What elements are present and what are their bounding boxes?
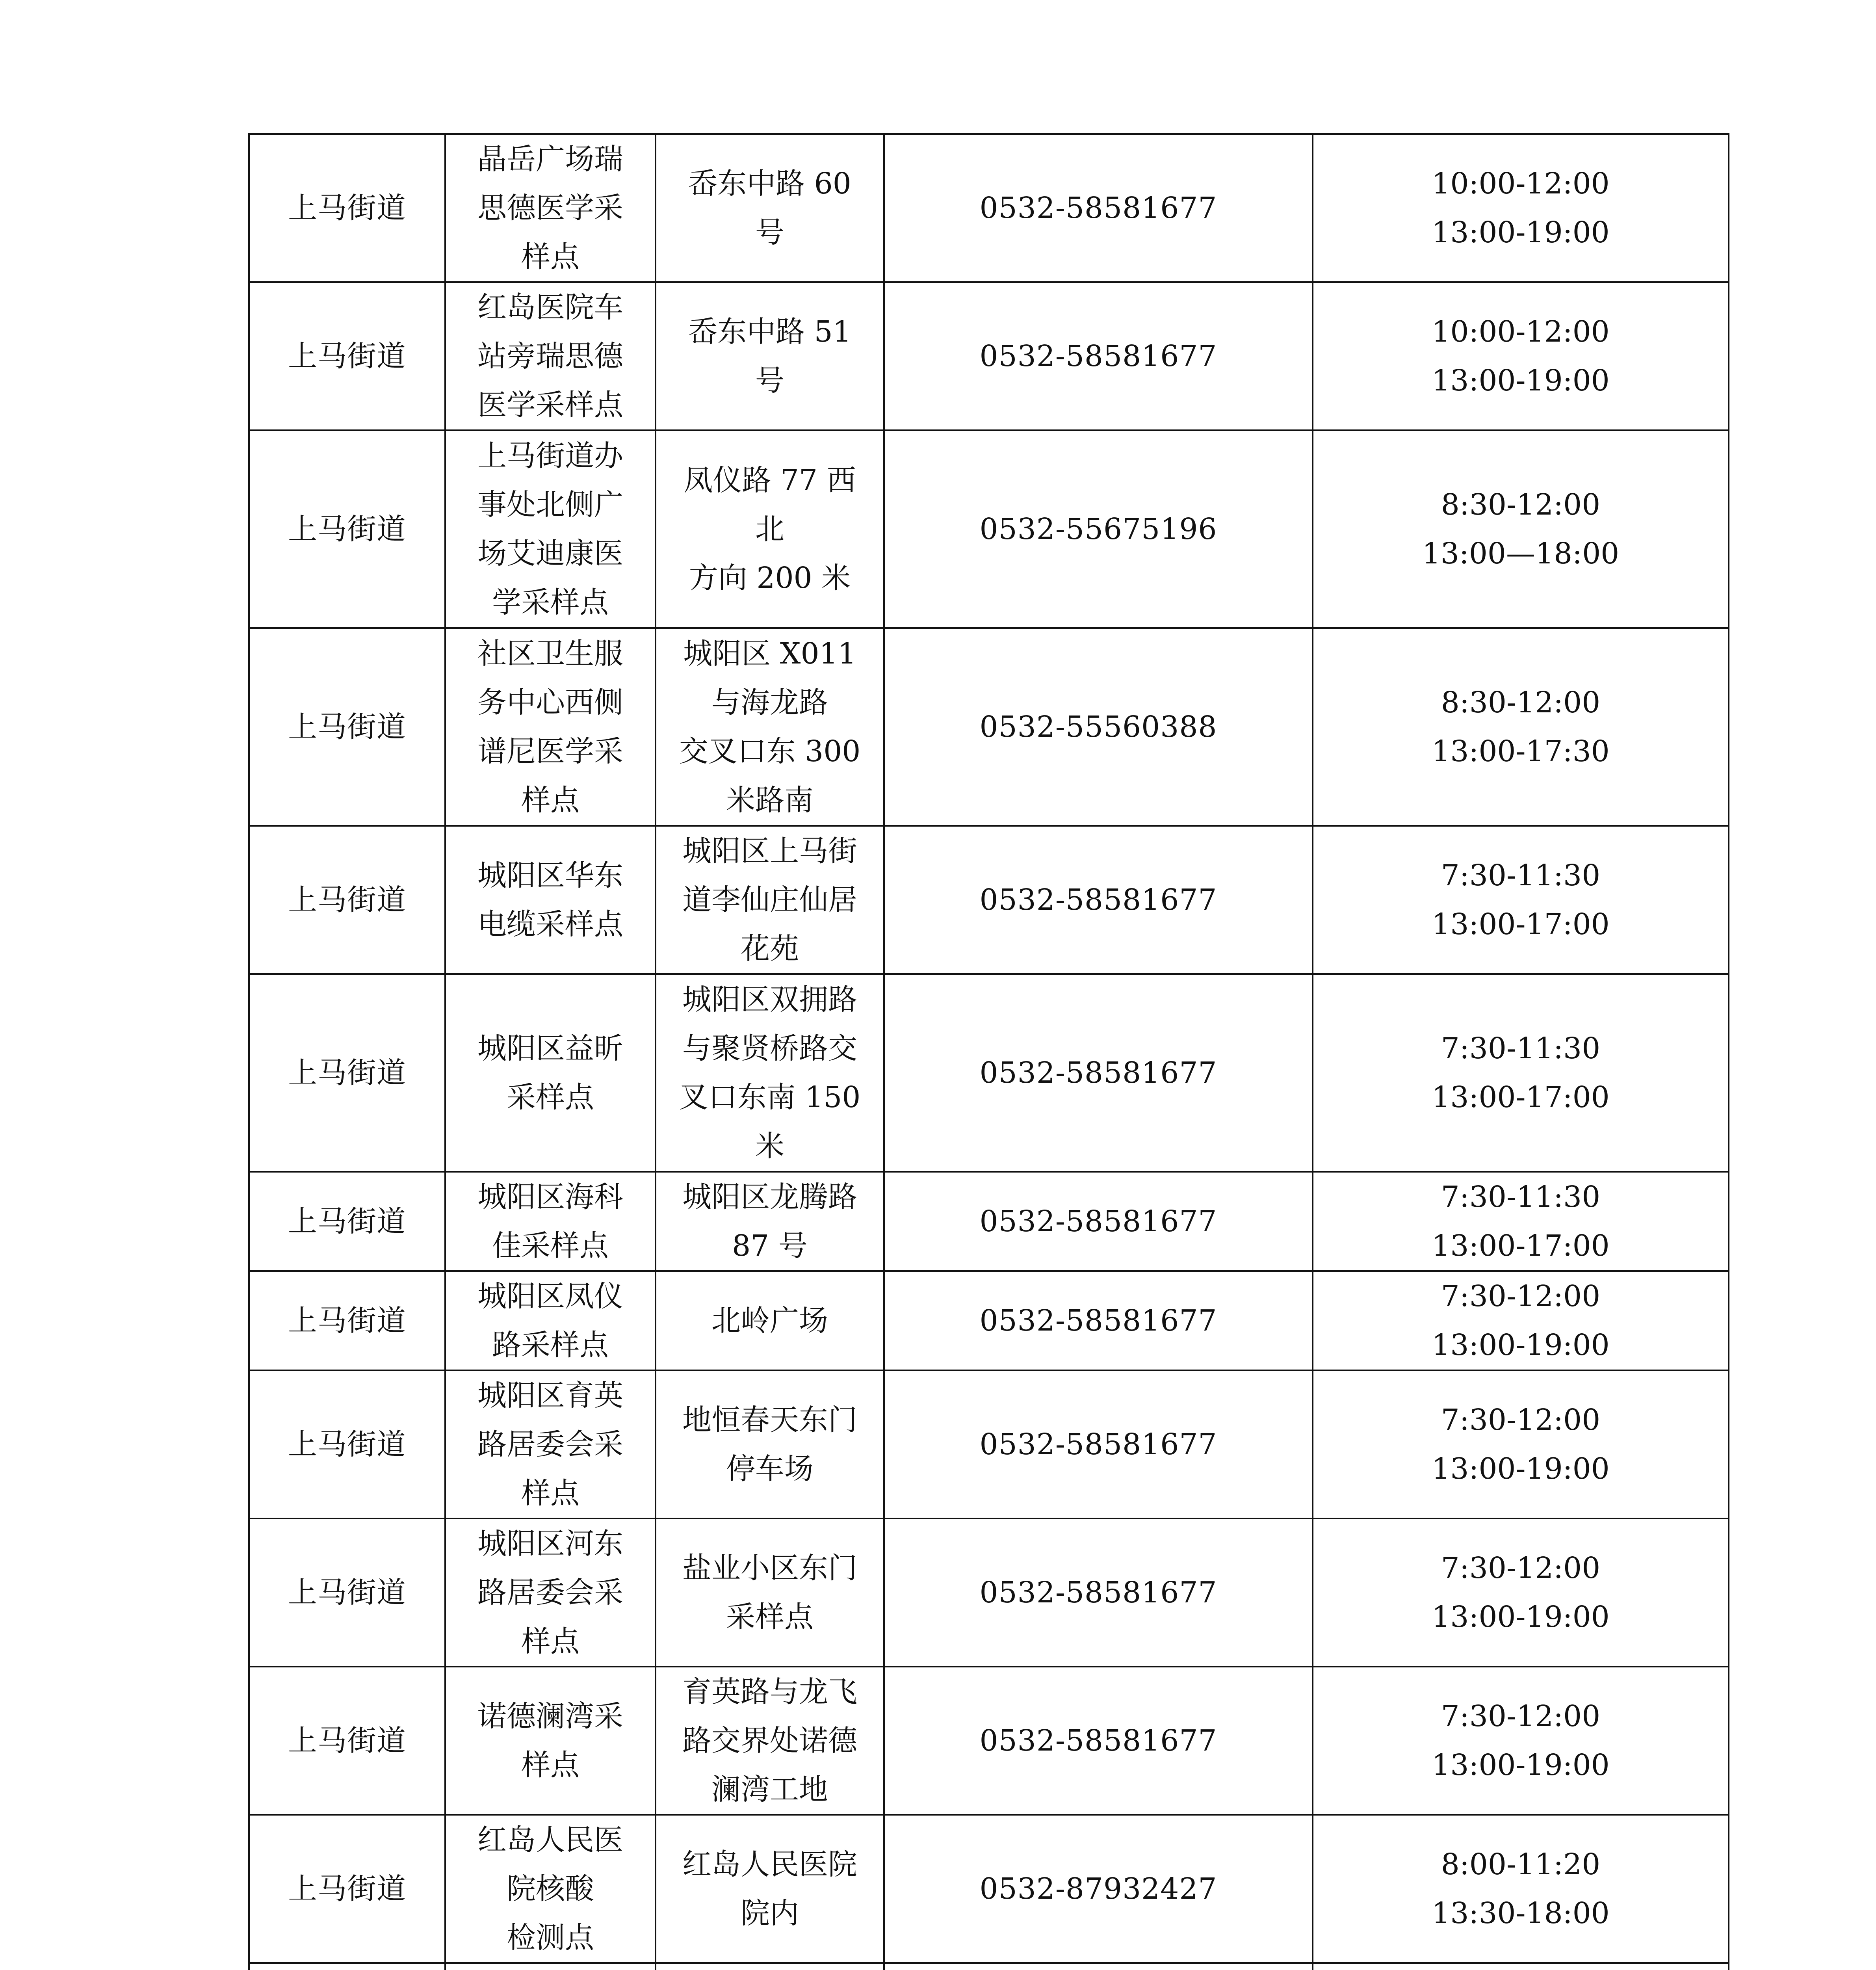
address-cell-line: 与聚贤桥路交	[682, 1031, 857, 1065]
street-cell	[249, 1667, 445, 1815]
site-name-cell-line: 晶岳广场瑞	[477, 142, 623, 176]
site-name-cell-line: 路采样点	[492, 1328, 609, 1362]
table-row	[249, 826, 1729, 974]
hours-cell-line: 13:00-17:00	[1432, 1080, 1610, 1114]
site-name-cell-line: 城阳区海科	[477, 1180, 623, 1214]
site-name-cell-line: 检测点	[507, 1921, 594, 1955]
phone-cell-text: 0532-58581677	[979, 339, 1217, 373]
site-name-cell-line: 医学采样点	[477, 388, 623, 422]
address-cell-line: 澜湾工地	[711, 1773, 828, 1806]
address-cell-line: 岙东中路 60	[688, 167, 851, 201]
site-name-cell-line: 场艾迪康医	[477, 537, 623, 571]
address-cell-line: 北岭广场	[711, 1304, 828, 1338]
phone-cell	[884, 134, 1313, 282]
address-cell	[656, 628, 884, 826]
address-cell-line: 与海龙路	[711, 686, 828, 719]
hours-cell	[1313, 1963, 1729, 1970]
address-cell-line: 地恒春天东门	[682, 1403, 857, 1437]
address-cell-line: 城阳区双拥路	[682, 983, 857, 1017]
street-cell	[249, 826, 445, 974]
site-name-cell	[445, 1667, 656, 1815]
address-cell	[656, 1370, 884, 1518]
street-cell-text: 上马街道	[288, 1056, 406, 1090]
address-cell-line: 岙东中路 51	[688, 315, 851, 349]
hours-cell	[1313, 974, 1729, 1172]
table-row	[249, 974, 1729, 1172]
site-name-cell-line: 思德医学采	[477, 191, 623, 225]
site-name-cell	[445, 628, 656, 826]
site-name-cell-line: 城阳区凤仪	[477, 1279, 623, 1313]
hours-cell-line: 10:00-12:00	[1432, 167, 1610, 201]
site-name-cell	[445, 282, 656, 430]
table-row	[249, 1963, 1729, 1970]
phone-cell	[884, 1667, 1313, 1815]
hours-cell-line: 13:00-19:00	[1432, 1328, 1610, 1362]
hours-cell-line: 13:00—18:00	[1422, 537, 1620, 571]
hours-cell-line: 13:00-19:00	[1432, 216, 1610, 249]
address-cell-line: 城阳区上马街	[682, 834, 857, 868]
address-cell-line: 停车场	[726, 1452, 814, 1486]
site-name-cell-line: 红岛人民医	[477, 1823, 623, 1857]
hours-cell-line: 7:30-11:30	[1441, 859, 1601, 892]
address-cell-line: 号	[755, 216, 784, 249]
table-row	[249, 282, 1729, 430]
phone-cell	[884, 1172, 1313, 1271]
phone-cell	[884, 282, 1313, 430]
site-name-cell	[445, 1172, 656, 1271]
site-name-cell-line: 路居委会采	[477, 1427, 623, 1461]
hours-cell-line: 13:30-18:00	[1432, 1896, 1610, 1930]
phone-cell	[884, 1518, 1313, 1667]
hours-cell-line: 7:30-12:00	[1441, 1279, 1601, 1313]
site-name-cell-line: 佳采样点	[492, 1229, 609, 1263]
phone-cell	[884, 1271, 1313, 1370]
hours-cell-line: 8:00-11:20	[1441, 1847, 1601, 1881]
hours-cell	[1313, 1667, 1729, 1815]
address-cell-line: 北	[755, 512, 784, 546]
table-row	[249, 1172, 1729, 1271]
address-cell	[656, 1518, 884, 1667]
hours-cell-line: 13:00-17:00	[1432, 907, 1610, 941]
street-cell	[249, 1172, 445, 1271]
address-cell	[656, 282, 884, 430]
address-cell-line: 叉口东南 150	[679, 1080, 861, 1114]
site-name-cell-line: 城阳区河东	[477, 1527, 623, 1561]
address-cell	[656, 1667, 884, 1815]
hours-cell-line: 8:30-12:00	[1441, 488, 1601, 522]
street-cell-text: 上马街道	[288, 883, 406, 917]
table-row	[249, 1370, 1729, 1518]
street-cell	[249, 282, 445, 430]
hours-cell-line: 10:00-12:00	[1432, 315, 1610, 349]
site-name-cell	[445, 134, 656, 282]
street-cell	[249, 1815, 445, 1963]
address-cell	[656, 430, 884, 628]
hours-cell-line: 8:30-12:00	[1441, 686, 1601, 719]
street-cell-text: 上马街道	[288, 1724, 406, 1758]
street-cell	[249, 628, 445, 826]
site-name-cell-line: 样点	[521, 240, 580, 274]
street-cell-text: 上马街道	[288, 1427, 406, 1461]
address-cell	[656, 134, 884, 282]
table-row	[249, 628, 1729, 826]
hours-cell-line: 13:00-19:00	[1432, 1600, 1610, 1634]
site-name-cell-line: 城阳区益昕	[477, 1031, 623, 1065]
address-cell	[656, 1271, 884, 1370]
site-name-cell-line: 谱尼医学采	[477, 734, 623, 768]
site-name-cell-line: 电缆采样点	[477, 907, 623, 941]
hours-cell-line: 7:30-12:00	[1441, 1403, 1601, 1437]
phone-cell	[884, 1815, 1313, 1963]
hours-cell-line: 13:00-19:00	[1432, 1452, 1610, 1486]
site-name-cell-line: 样点	[521, 783, 580, 817]
address-cell-line: 城阳区 X011	[683, 637, 856, 671]
phone-cell	[884, 1370, 1313, 1518]
phone-cell-text: 0532-58581677	[979, 191, 1217, 225]
site-name-cell-line: 城阳区华东	[477, 859, 623, 892]
street-cell	[249, 1518, 445, 1667]
address-cell-line: 米路南	[726, 783, 814, 817]
table-row	[249, 1518, 1729, 1667]
site-name-cell	[445, 1963, 656, 1970]
street-cell-text: 上马街道	[288, 339, 406, 373]
site-name-cell	[445, 1271, 656, 1370]
address-cell-line: 花苑	[741, 932, 799, 966]
hours-cell-line: 13:00-17:30	[1432, 734, 1610, 768]
address-cell-line: 87 号	[732, 1229, 808, 1263]
address-cell-line: 方向 200 米	[689, 561, 851, 595]
site-name-cell-line: 样点	[521, 1748, 580, 1782]
phone-cell-text: 0532-58581677	[979, 1056, 1217, 1090]
site-name-cell	[445, 1370, 656, 1518]
table-row	[249, 430, 1729, 628]
site-name-cell-line	[453, 1964, 648, 1970]
address-cell-line: 城阳区龙腾路	[682, 1180, 857, 1214]
address-cell-line: 米	[755, 1129, 784, 1163]
address-cell	[656, 826, 884, 974]
table-body	[249, 134, 1729, 1970]
site-name-cell	[445, 974, 656, 1172]
site-name-cell	[445, 1815, 656, 1963]
phone-cell	[884, 826, 1313, 974]
address-cell-line: 采样点	[726, 1600, 814, 1634]
hours-cell-line: 7:30-11:30	[1441, 1180, 1601, 1214]
address-cell	[656, 1815, 884, 1963]
hours-cell	[1313, 1518, 1729, 1667]
hours-cell-line: 13:00-17:00	[1432, 1229, 1610, 1263]
hours-cell-line: 7:30-12:00	[1441, 1551, 1601, 1585]
address-cell-line: 红岛人民医院	[682, 1847, 857, 1881]
testing-sites-table	[248, 133, 1729, 1970]
site-name-cell	[445, 826, 656, 974]
street-cell-text: 上马街道	[288, 1204, 406, 1238]
phone-cell-text: 0532-87932427	[979, 1872, 1217, 1906]
site-name-cell-line: 社区卫生服	[477, 637, 623, 671]
hours-cell	[1313, 1370, 1729, 1518]
street-cell-text: 上马街道	[288, 1872, 406, 1906]
hours-cell	[1313, 628, 1729, 826]
address-cell-line: 交叉口东 300	[679, 734, 861, 768]
hours-cell	[1313, 1271, 1729, 1370]
phone-cell-text: 0532-58581677	[979, 1576, 1217, 1609]
site-name-cell-line: 城阳区育英	[477, 1379, 623, 1412]
phone-cell	[884, 628, 1313, 826]
site-name-cell-line: 样点	[521, 1624, 580, 1658]
street-cell-text: 上马街道	[288, 191, 406, 225]
address-cell-line: 育英路与龙飞	[682, 1675, 857, 1709]
table-row	[249, 1815, 1729, 1963]
street-cell-text: 上马街道	[288, 710, 406, 744]
site-name-cell	[445, 430, 656, 628]
site-name-cell	[445, 1518, 656, 1667]
street-cell	[249, 134, 445, 282]
hours-cell-line: 7:30-12:00	[1441, 1699, 1601, 1733]
address-cell	[656, 1172, 884, 1271]
site-name-cell-line: 院核酸	[507, 1872, 594, 1906]
hours-cell	[1313, 282, 1729, 430]
address-cell-line: 凤仪路 77 西	[684, 463, 856, 497]
site-name-cell-line: 站旁瑞思德	[477, 339, 623, 373]
phone-cell	[884, 1963, 1313, 1970]
street-cell	[249, 1370, 445, 1518]
street-cell-text: 上马街道	[288, 1576, 406, 1609]
address-cell-line: 院内	[741, 1896, 799, 1930]
address-cell-line: 道李仙庄仙居	[682, 883, 857, 917]
phone-cell-text: 0532-58581677	[979, 1204, 1217, 1238]
table-row	[249, 1271, 1729, 1370]
hours-cell-line: 13:00-19:00	[1432, 1748, 1610, 1782]
street-cell	[249, 1963, 445, 1970]
hours-cell	[1313, 430, 1729, 628]
site-name-cell-line: 采样点	[507, 1080, 594, 1114]
hours-cell	[1313, 134, 1729, 282]
street-cell-text: 上马街道	[288, 512, 406, 546]
hours-cell-line: 7:30-11:30	[1441, 1031, 1601, 1065]
site-name-cell-line: 学采样点	[492, 585, 609, 619]
address-cell-line: 号	[755, 364, 784, 398]
site-name-cell-line: 诺德澜湾采	[477, 1699, 623, 1733]
address-cell	[656, 1963, 884, 1970]
hours-cell	[1313, 826, 1729, 974]
street-cell	[249, 430, 445, 628]
site-name-cell-line: 路居委会采	[477, 1576, 623, 1609]
site-name-cell-line: 上马街道办	[477, 439, 623, 473]
street-cell-text: 上马街道	[288, 1304, 406, 1338]
street-cell	[249, 974, 445, 1172]
address-cell	[656, 974, 884, 1172]
site-name-cell-line: 红岛医院车	[477, 290, 623, 324]
table-row	[249, 134, 1729, 282]
address-cell-line: 路交界处诺德	[682, 1724, 857, 1758]
phone-cell-text: 0532-58581677	[979, 1427, 1217, 1461]
table-row	[249, 1667, 1729, 1815]
phone-cell	[884, 430, 1313, 628]
phone-cell	[884, 974, 1313, 1172]
phone-cell-text: 0532-58581677	[979, 1724, 1217, 1758]
site-name-cell-line: 样点	[521, 1476, 580, 1510]
site-name-cell-line: 事处北侧广	[477, 488, 623, 522]
site-name-cell-line: 务中心西侧	[477, 686, 623, 719]
phone-cell-text: 0532-55560388	[979, 710, 1217, 744]
hours-cell-line: 13:00-19:00	[1432, 364, 1610, 398]
street-cell	[249, 1271, 445, 1370]
address-cell-line: 盐业小区东门	[682, 1551, 857, 1585]
phone-cell-text: 0532-58581677	[979, 1304, 1217, 1338]
phone-cell-text: 0532-55675196	[979, 512, 1217, 546]
phone-cell-text: 0532-58581677	[979, 883, 1217, 917]
hours-cell	[1313, 1815, 1729, 1963]
hours-cell	[1313, 1172, 1729, 1271]
